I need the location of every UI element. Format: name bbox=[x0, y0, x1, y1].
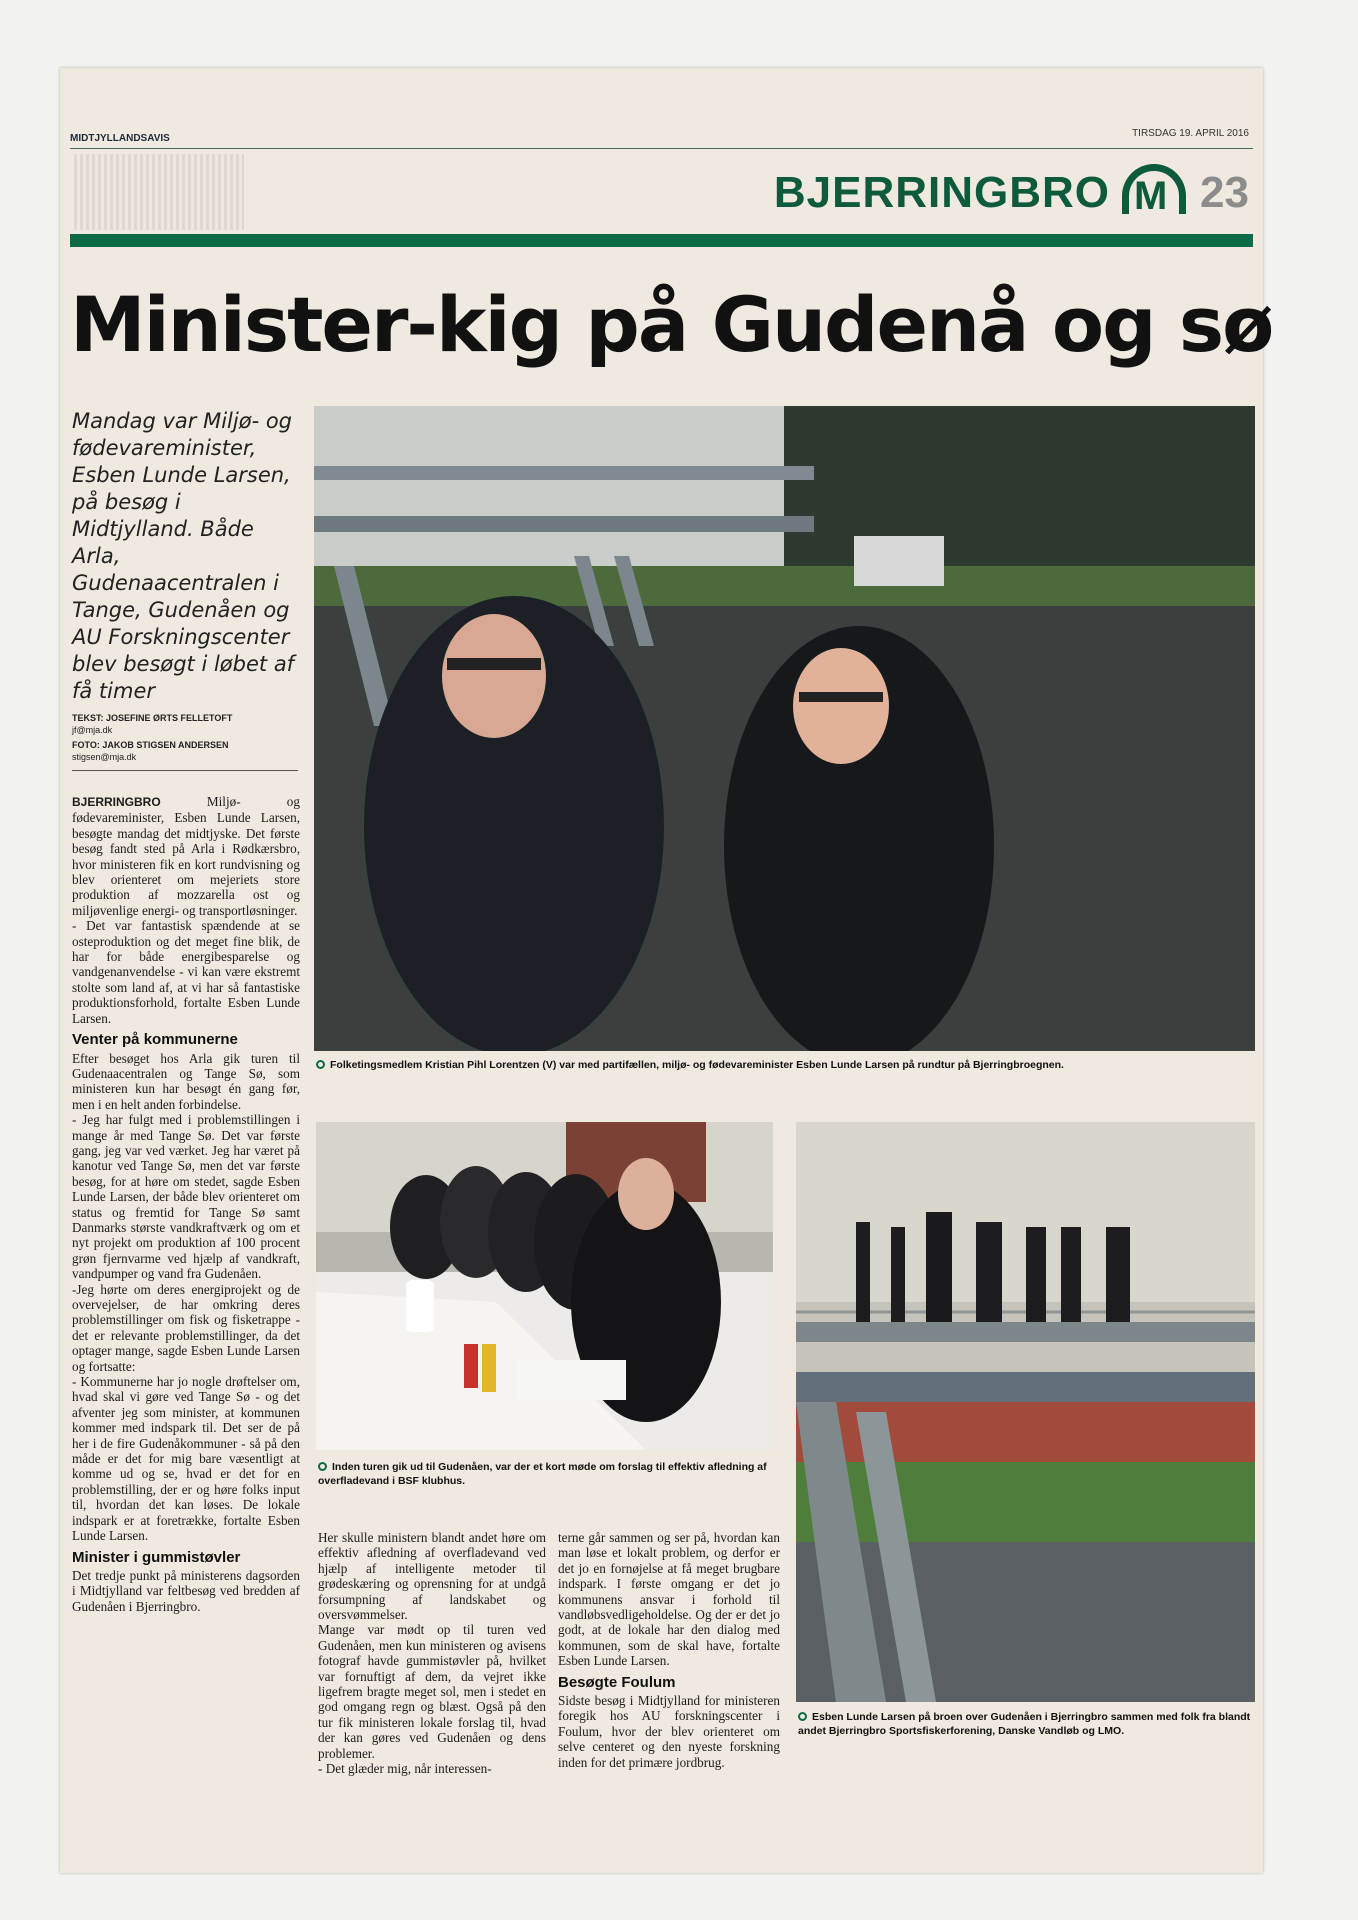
article-column-3 bbox=[558, 1530, 780, 1770]
main-photo bbox=[314, 406, 1255, 1051]
paper-name: MIDTJYLLANDSAVIS bbox=[70, 133, 170, 144]
article-paragraph: terne går sammen og ser på, hvordan kan man løse et lokalt problem, og derfor er det jo en fornøjelse at få meget brugbare indspark. I første omgang er det jo kommunens ansvar i forhold til vandløbsvedligeholdelse. Og der er det jo godt, at de lokale har den dialog med kommunen, som de skal have, fortalte Esben Lunde Larsen. bbox=[558, 1530, 780, 1669]
subheading: Venter på kommunerne bbox=[72, 1031, 238, 1049]
byline-photo-author: FOTO: JAKOB STIGSEN ANDERSEN bbox=[72, 740, 229, 750]
photo-bridge-river bbox=[314, 406, 1255, 1051]
article-paragraph: Efter besøget hos Arla gik turen til Gudenaacentralen og Tange Sø, som ministeren kun har besøgt én gang før, men i en helt anden forbindelse. bbox=[72, 1050, 300, 1112]
article-paragraph: - Kommunerne har jo nogle drøftelser om, hvad skal vi gøre ved Tange Sø - og det afventer jeg som minister, at kommunen kommer med indspark til. Det ser de på her i de fire Gudenåkommuner - så på den måde er det for mig bare væsentligt at komme ud og se, hvad er det for en problemstilling, der er og høre folks input til, hvordan det kan løses. De lokale indspark er at foretrække, fortalte Esben Lunde Larsen. bbox=[72, 1374, 300, 1544]
meeting-photo bbox=[316, 1122, 773, 1450]
bridge-photo-caption: Esben Lunde Larsen på broen over Gudenåen i Bjerringbro sammen med folk fra blandt andet Bjerringbro Sportsfiskerforening, Danske Vandløb og LMO. bbox=[798, 1711, 1251, 1737]
subheading: Minister i gummistøvler bbox=[72, 1548, 241, 1566]
article-paragraph: Det tredje punkt på ministerens dagsorden i Midtjylland var feltbesøg ved bredden af Gudenåen i Bjerringbro. bbox=[72, 1567, 300, 1614]
article-paragraph: Her skulle ministern blandt andet høre om effektiv afledning af overfladevand ved hjælp af intelligente metoder til grødeskæring og oprensning for at undgå forsumpning af landskabet og oversvømmelser. bbox=[318, 1530, 546, 1623]
article-paragraph: Sidste besøg i Midtjylland for ministeren foregik hos AU forskningscenter i Foulum, hvor der blev orienteret om selve centeret og den nyeste forskning inden for det primære jordbrug. bbox=[558, 1693, 780, 1770]
caption-bullet-icon bbox=[316, 1060, 325, 1069]
article-column-2 bbox=[318, 1530, 546, 1777]
subheading: Besøgte Foulum bbox=[558, 1673, 676, 1691]
byline-text-author: TEKST: JOSEFINE ØRTS FELLETOFT bbox=[72, 713, 233, 723]
article-paragraph: Mange var mødt op til turen ved Gudenåen, men kun ministeren og avisens fotograf havde gummistøvler på, hvilket var fornuftigt af dem, da vejret ikke ligefrem bragte meget sol, men i stedet en god omgang regn og blæst. Også på den tur fik ministeren lokale forslag til, hvad der kan gøres ved Gudenåen og dens problemer. bbox=[318, 1622, 546, 1761]
photo-meeting-table bbox=[316, 1122, 773, 1450]
byline-divider bbox=[72, 770, 298, 771]
byline bbox=[72, 712, 298, 763]
article-paragraph: - Det var fantastisk spændende at se osteproduktion og det meget fine blik, de har for både energibesparelse og vandgenanvendelse - vi kan være ekstremt stolte som land af, at vi har så fantastiske produktionsforhold, fortalte Esben Lunde Larsen. bbox=[72, 918, 300, 1026]
section-rule bbox=[70, 234, 1253, 247]
midtjyllandsavis-logo-icon: M bbox=[1120, 164, 1190, 222]
article-column-1 bbox=[72, 794, 300, 1614]
section-title: BJERRINGBRO bbox=[773, 168, 1111, 217]
article-paragraph: - Det glæder mig, når interessen- bbox=[318, 1761, 492, 1777]
byline-photo-email: stigsen@mja.dk bbox=[72, 752, 137, 762]
byline-text-email: jf@mja.dk bbox=[72, 725, 113, 735]
bridge-photo bbox=[796, 1122, 1255, 1702]
article-paragraph: BJERRINGBRO Miljø- og fødevareminister, Esben Lunde Larsen, besøgte mandag det midtjyske. Det første besøg fandt sted på Arla i Rødkærsbro, hvor ministeren fik en kort rundvisning og blev orienteret om mejeriets store produktion af mozzarella ost og miljøvenlige energi- og transportløsninger. bbox=[72, 794, 300, 918]
section-header bbox=[774, 164, 1249, 222]
dateline: BJERRINGBRO bbox=[72, 795, 161, 809]
article-paragraph: - Jeg har fulgt med i problemstillingen i mange år med Tange Sø. Det var første gang, jeg var ved værket. Jeg har været på kanotur ved Tange Sø, men det var første besøg, for at høre om stedet, sagde Esben Lunde Larsen, der både blev orienteret om status og fremtid for Tange Sø samt Danmarks største vandkraftværk og om et nyt projekt om produktion af 100 procent grøn fjernvarme ved hjælp af vandkraft, vandpumper og vand fra Gudenåen. bbox=[72, 1112, 300, 1282]
main-photo-caption: Folketingsmedlem Kristian Pihl Lorentzen (V) var med partifællen, miljø- og fødevareminister Esben Lunde Larsen på rundtur på Bjerringbroegnen. bbox=[316, 1058, 1251, 1072]
article-intro: Mandag var Miljø- og fødevareminister, Esben Lunde Larsen, på besøg i Midtjylland. Både Arla, Gudenaacentralen i Tange, Gudenåen og AU Forskningscenter blev besøgt i løbet af få timer bbox=[72, 409, 295, 703]
caption-bullet-icon bbox=[318, 1462, 327, 1471]
meeting-photo-caption: Inden turen gik ud til Gudenåen, var der et kort møde om forslag til effektiv afledning af overfladevand i BSF klubhus. bbox=[318, 1461, 767, 1487]
masthead-divider bbox=[70, 148, 1253, 149]
article-headline: Minister-kig på Gudenå og sø bbox=[70, 280, 1273, 369]
issue-date: TIRSDAG 19. APRIL 2016 bbox=[1132, 128, 1249, 139]
photo-bridge-group bbox=[796, 1122, 1255, 1702]
article-paragraph: -Jeg hørte om deres energiprojekt og de overvejelser, de har omkring deres problemstillinger om fisk og fisketrappe - det er relevante problemstillinger, da det optager mange, sagde Esben Lunde Larsen og fortsatte: bbox=[72, 1281, 300, 1374]
newspaper-page bbox=[60, 68, 1273, 1873]
barcode-graphic bbox=[74, 154, 244, 230]
page-number: 23 bbox=[1200, 168, 1249, 217]
caption-bullet-icon bbox=[798, 1712, 807, 1721]
